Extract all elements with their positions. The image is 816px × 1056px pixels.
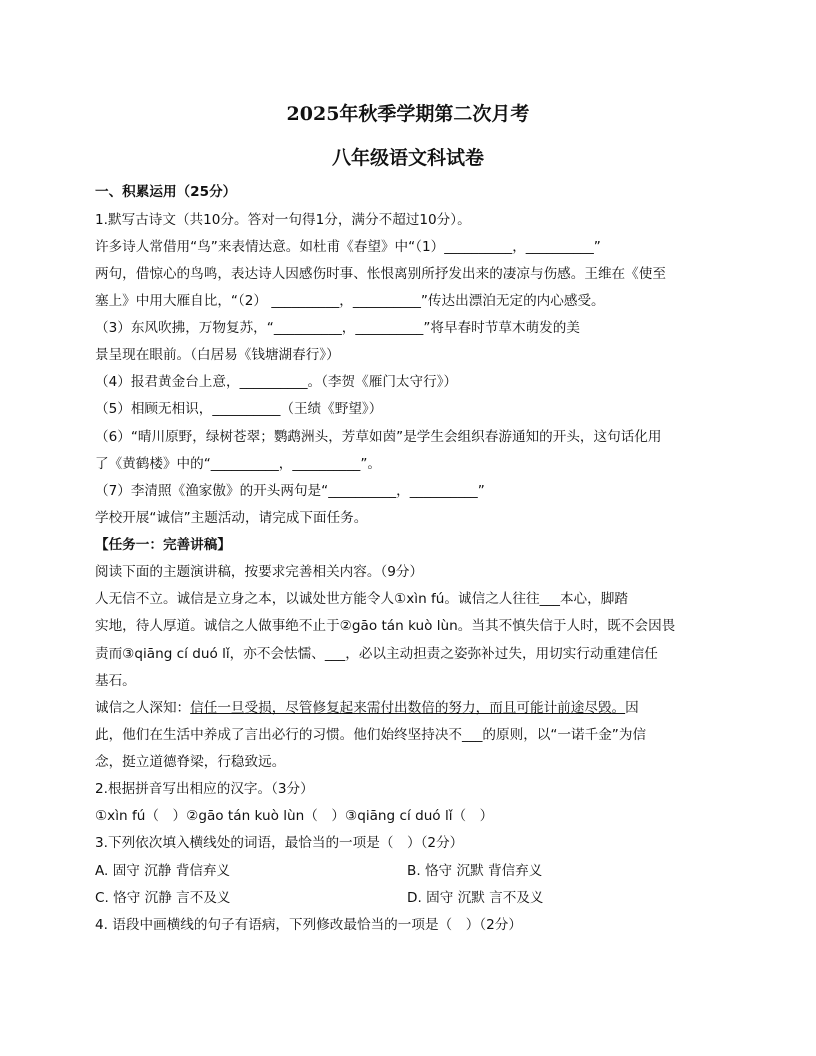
- essay-line: 基石。: [95, 673, 136, 689]
- essay-line: 人无信不立。诚信是立身之本，以诚处世方能令人①xìn fú。诚信之人往往___本心，脚踏: [95, 591, 628, 607]
- essay-prefix: 诚信之人深知：: [95, 700, 191, 716]
- question-1-line: 景呈现在眼前。（白居易《钱塘湖春行》）: [95, 347, 340, 363]
- question-1-line: 了《黄鹤楼》中的“__________，__________”。: [95, 456, 381, 472]
- essay-suffix: 因: [625, 700, 639, 716]
- option-a: A. 固守 沉静 背信弃义: [95, 863, 231, 879]
- section-heading: 一、积累运用（25分）: [95, 184, 237, 200]
- question-3-prompt: 3.下列依次填入横线处的词语，最恰当的一项是（ ）（2分）: [95, 835, 464, 851]
- question-1-line: （3）东风吹拂，万物复苏，“__________，__________”将早春时节草木萌发的美: [95, 320, 580, 336]
- exam-title: 2025年秋季学期第二次月考: [286, 103, 530, 125]
- essay-line: 实地，待人厚道。诚信之人做事绝不止于②gāo tán kuò lùn。当其不慎失信于人时，既不会因畏: [95, 618, 676, 634]
- question-4-prompt: 4. 语段中画横线的句子有语病，下列修改最恰当的一项是（ ）（2分）: [95, 917, 522, 933]
- option-c: C. 恪守 沉静 言不及义: [95, 890, 231, 906]
- question-2-prompt: 2.根据拼音写出相应的汉字。（3分）: [95, 781, 314, 797]
- question-1-line: 许多诗人常借用“鸟”来表情达意。如杜甫《春望》中“（1）__________，__________”: [95, 239, 601, 255]
- essay-line: 责而③qiāng cí duó lǐ，亦不会怯懦、___，必以主动担责之姿弥补过失，用切实行动重建信任: [95, 646, 658, 662]
- essay-line-underlined: [95, 699, 639, 717]
- underlined-sentence: 信任一旦受损，尽管修复起来需付出数倍的努力，而且可能计前途尽毁。: [190, 700, 626, 716]
- question-1-line: （6）“晴川原野，绿树苍翠；鹦鹉洲头，芳草如茵”是学生会组织春游通知的开头，这句话化用: [95, 429, 662, 445]
- question-1-prompt: 1.默写古诗文（共10分。答对一句得1分，满分不超过10分）。: [95, 212, 471, 228]
- question-1-line: 塞上》中用大雁自比，“（2） __________，__________”传达出漂泊无定的内心感受。: [95, 293, 605, 309]
- task-instruction: 阅读下面的主题演讲稿，按要求完善相关内容。（9分）: [95, 564, 424, 580]
- task-title: 【任务一：完善讲稿】: [95, 537, 231, 553]
- option-b: B. 恪守 沉默 背信弃义: [407, 863, 543, 879]
- question-2-answers: ①xìn fú（ ）②gāo tán kuò lùn（ ）③qiāng cí duó lǐ（ ）: [95, 808, 494, 824]
- task-intro: 学校开展“诚信”主题活动，请完成下面任务。: [95, 510, 368, 526]
- exam-subtitle: 八年级语文科试卷: [331, 147, 484, 169]
- essay-line: 念，挺立道德脊梁，行稳致远。: [95, 754, 286, 770]
- option-d: D. 固守 沉默 言不及义: [407, 890, 544, 906]
- question-1-line: （7）李清照《渔家傲》的开头两句是“__________，__________”: [95, 483, 485, 499]
- question-1-line: 两句，借惊心的鸟鸣，表达诗人因感伤时事、怅恨离别所抒发出来的凄凉与伤感。王维在《使至: [95, 266, 666, 282]
- question-1-line: （4）报君黄金台上意，__________。（李贺《雁门太守行》）: [95, 374, 458, 390]
- essay-line: 此，他们在生活中养成了言出必行的习惯。他们始终坚持决不___的原则，以“一诺千金”为信: [95, 727, 647, 743]
- question-1-line: （5）相顾无相识，__________（王绩《野望》）: [95, 401, 383, 417]
